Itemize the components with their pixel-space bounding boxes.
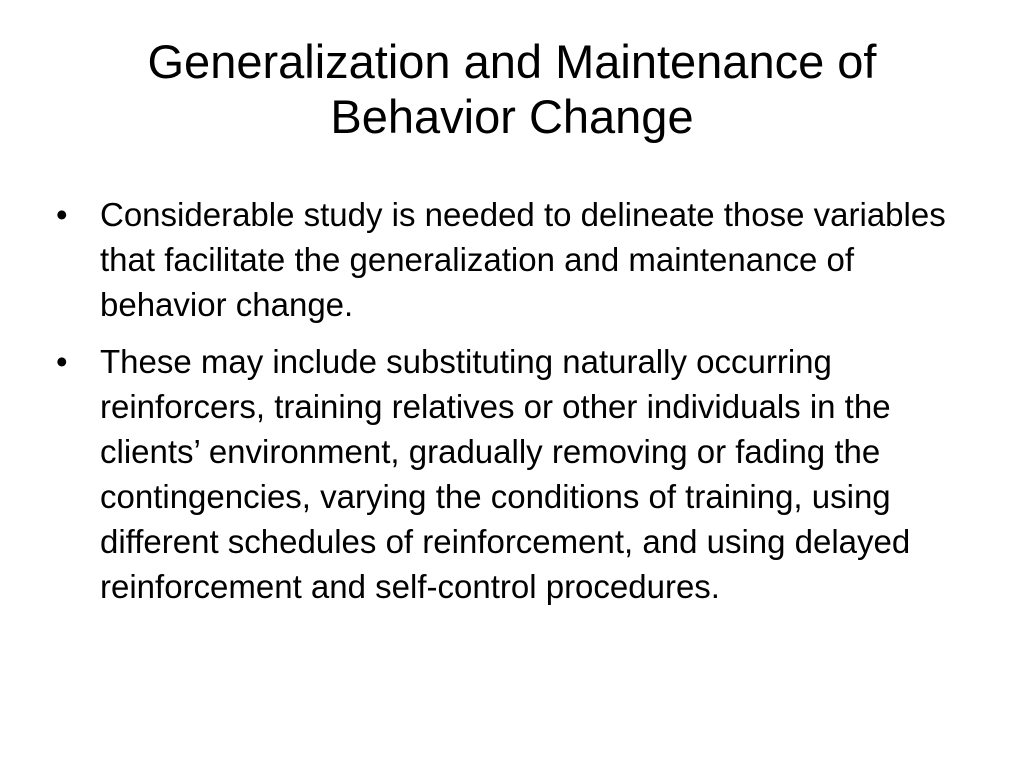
slide-title-line: Behavior Change	[330, 90, 694, 143]
bullet-dot-icon: •	[56, 343, 68, 380]
bullet-item	[56, 192, 966, 327]
bullet-text: These may include substituting naturally occurring reinforcers, training relatives or other individuals in the clients’ environment, gradually removing or fading the contingencies, varying the conditions of training, using different schedules of reinforcement, and using delayed reinforcement and self-control procedures.	[100, 343, 911, 605]
slide-title-line: Generalization and Maintenance of	[147, 35, 877, 88]
slide-title	[40, 34, 984, 144]
bullet-item	[56, 339, 966, 609]
bullet-list	[56, 192, 966, 621]
bullet-text: Considerable study is needed to delineate those variables that facilitate the generalization and maintenance of behavior change.	[100, 196, 946, 323]
bullet-dot-icon: •	[56, 196, 68, 233]
